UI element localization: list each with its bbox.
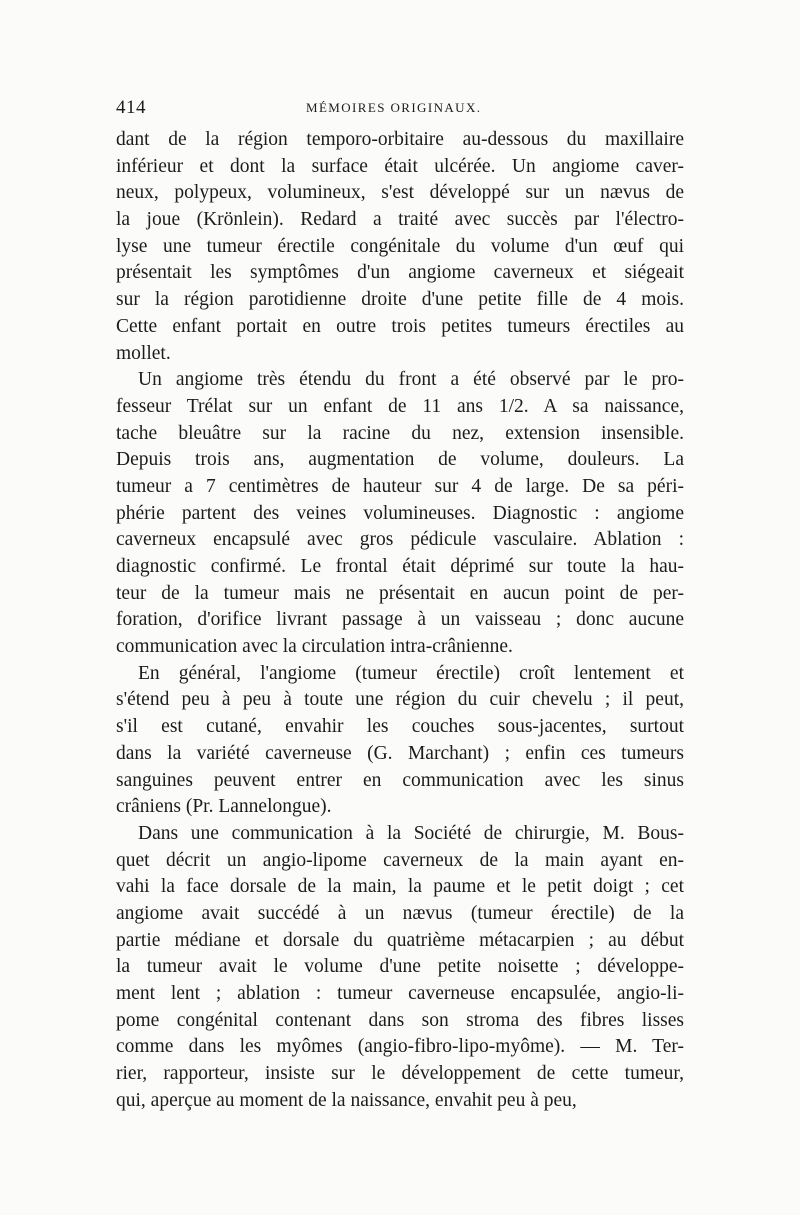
text-line: partie médiane et dorsale du quatrième métacarpien ; au début [116,929,684,951]
text-line: En général, l'angiome (tumeur érectile) croît lentement et [138,662,684,684]
text-line: rier, rapporteur, insiste sur le développement de cette tumeur, [116,1063,684,1085]
running-title: MÉMOIRES ORIGINAUX. [306,100,482,115]
text-line: la tumeur avait le volume d'une petite noisette ; développe- [116,956,684,978]
text-line: foration, d'orifice livrant passage à un vaisseau ; donc aucune [116,609,684,631]
text-line: sanguines peuvent entrer en communication avec les sinus [116,769,684,791]
body-text [116,127,684,1114]
text-line: teur de la tumeur mais ne présentait en aucun point de per- [116,582,684,604]
text-line: vahi la face dorsale de la main, la paume et le petit doigt ; cet [116,876,684,898]
running-head [116,97,684,121]
paragraph [116,661,684,821]
text-line: pome congénital contenant dans son stroma des fibres lisses [116,1009,684,1031]
text-line: la joue (Krönlein). Redard a traité avec succès par l'électro- [116,209,684,231]
text-line: phérie partent des veines volumineuses. Diagnostic : angiome [116,502,684,524]
text-line: quet décrit un angio-lipome caverneux de la main ayant en- [116,849,684,871]
paragraph [116,821,684,1115]
paragraph [116,127,684,367]
text-line: lyse une tumeur érectile congénitale du volume d'un œuf qui [116,235,684,257]
text-line: qui, aperçue au moment de la naissance, envahit peu à peu, [116,1089,577,1111]
text-line: s'étend peu à peu à toute une région du cuir chevelu ; il peut, [116,689,684,711]
text-line: tumeur a 7 centimètres de hauteur sur 4 de large. De sa péri- [116,475,684,497]
text-line: mollet. [116,342,171,364]
page-number: 414 [116,97,146,118]
text-line: s'il est cutané, envahir les couches sous-jacentes, surtout [116,716,684,738]
text-line: présentait les symptômes d'un angiome caverneux et siégeait [116,262,684,284]
text-line: tache bleuâtre sur la racine du nez, extension insensible. [116,422,684,444]
text-line: ment lent ; ablation : tumeur caverneuse encapsulée, angio-li- [116,983,684,1004]
text-line: fesseur Trélat sur un enfant de 11 ans 1/2. A sa naissance, [116,395,684,417]
text-line: angiome avait succédé à un nævus (tumeur érectile) de la [116,902,684,924]
text-line: communication avec la circulation intra-crânienne. [116,636,513,658]
text-line: comme dans les myômes (angio-fibro-lipo-myôme). — M. Ter- [116,1036,684,1058]
paragraph [116,367,684,661]
text-line: Un angiome très étendu du front a été observé par le pro- [138,369,684,391]
text-line: neux, polypeux, volumineux, s'est développé sur un nævus de [116,182,684,204]
text-line: inférieur et dont la surface était ulcérée. Un angiome caver- [116,155,684,177]
text-line: sur la région parotidienne droite d'une petite fille de 4 mois. [116,289,684,311]
text-line: Dans une communication à la Société de chirurgie, M. Bous- [138,822,684,844]
text-line: caverneux encapsulé avec gros pédicule vasculaire. Ablation : [116,529,684,551]
text-line: Cette enfant portait en outre trois petites tumeurs érectiles au [116,315,684,337]
text-line: dans la variété caverneuse (G. Marchant) ; enfin ces tumeurs [116,742,684,764]
text-line: diagnostic confirmé. Le frontal était déprimé sur toute la hau- [116,556,684,577]
text-line: crâniens (Pr. Lannelongue). [116,796,332,818]
text-line: dant de la région temporo-orbitaire au-dessous du maxillaire [116,129,684,150]
text-line: Depuis trois ans, augmentation de volume, douleurs. La [116,449,684,471]
